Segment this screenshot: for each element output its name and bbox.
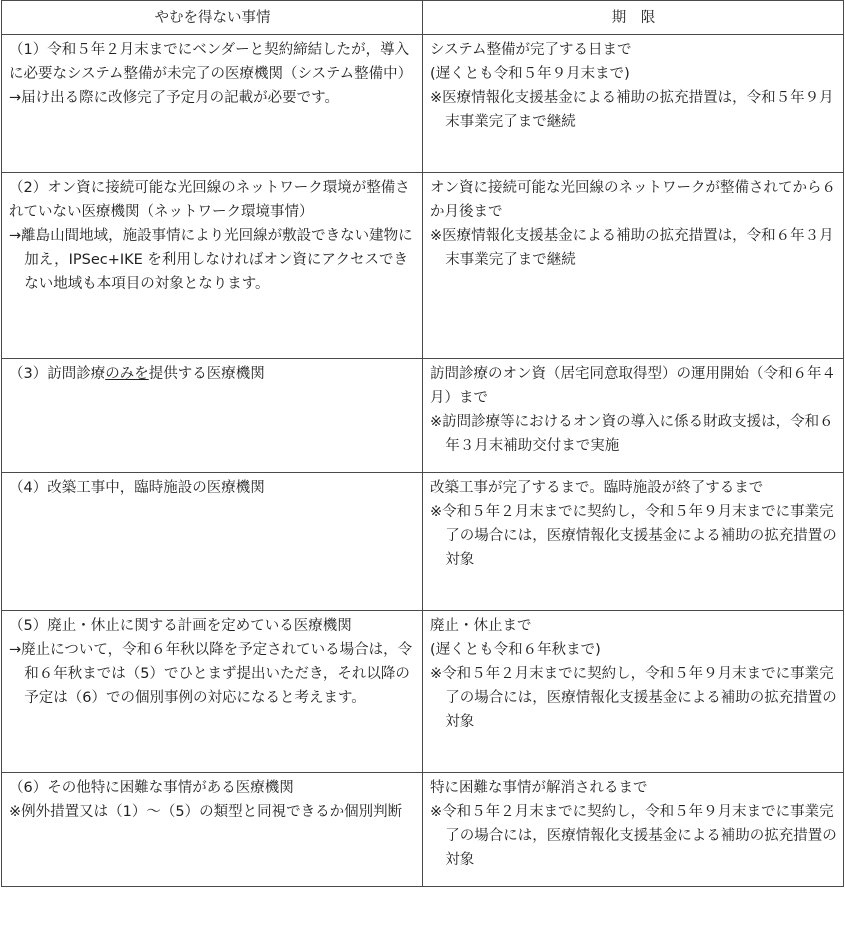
reason-title-post: 提供する医療機関 [148, 366, 265, 382]
deadline-sub: (遅くとも令和５年９月末まで) [430, 66, 630, 82]
reason-cell [2, 473, 423, 611]
deadline-cell [423, 173, 844, 359]
reason-title: （6）その他特に困難な事情がある医療機関 [9, 780, 294, 796]
deadline-sub: (遅くとも令和６年秋まで) [430, 642, 601, 658]
deadline-note: ※令和５年２月末までに契約し，令和５年９月末までに事業完了の場合には，医療情報化支援基金による補助の拡充措置の対象 [430, 804, 837, 868]
reason-title: （1）令和５年２月末までにベンダーと契約締結したが，導入に必要なシステム整備が未完了の医療機関（システム整備中） [9, 42, 413, 82]
reason-note: →離島山間地域，施設事情により光回線が敷設できない建物に加え，IPSec+IKE を利用しなければオン資にアクセスできない地域も本項目の対象となります。 [9, 228, 413, 292]
reason-cell [2, 773, 423, 887]
deadline-main: システム整備が完了する日まで [430, 42, 632, 58]
reason-title: （5）廃止・休止に関する計画を定めている医療機関 [9, 618, 352, 634]
deadline-note: ※医療情報化支援基金による補助の拡充措置は，令和５年９月末事業完了まで継続 [430, 90, 834, 130]
deadline-cell [423, 611, 844, 773]
reason-cell [2, 611, 423, 773]
exception-table [1, 0, 844, 887]
reason-title-pre: （3）訪問診療 [9, 366, 106, 382]
deadline-main: 廃止・休止まで [430, 618, 532, 634]
table-row [2, 473, 844, 611]
deadline-note: ※令和５年２月末までに契約し，令和５年９月末までに事業完了の場合には，医療情報化支援基金による補助の拡充措置の対象 [430, 504, 837, 568]
table-row [2, 173, 844, 359]
reason-note: →届け出る際に改修完了予定月の記載が必要です。 [9, 90, 339, 106]
deadline-cell [423, 35, 844, 173]
reason-note: ※例外措置又は（1）～（5）の類型と同視できるか個別判断 [9, 804, 403, 820]
deadline-note: ※令和５年２月末までに契約し，令和５年９月末までに事業完了の場合には，医療情報化支援基金による補助の拡充措置の対象 [430, 666, 837, 730]
deadline-main: 特に困難な事情が解消されるまで [430, 780, 648, 796]
deadline-note: ※訪問診療等におけるオン資の導入に係る財政支援は，令和６年３月末補助交付まで実施 [430, 414, 834, 454]
reason-cell [2, 35, 423, 173]
reason-title [9, 362, 416, 386]
reason-title: （4）改築工事中，臨時施設の医療機関 [9, 480, 265, 496]
deadline-cell [423, 473, 844, 611]
reason-cell [2, 173, 423, 359]
deadline-note: ※医療情報化支援基金による補助の拡充措置は，令和６年３月末事業完了まで継続 [430, 228, 834, 268]
table-row [2, 773, 844, 887]
deadline-main: 改築工事が完了するまで。臨時施設が終了するまで [430, 480, 764, 496]
reason-note: →廃止について，令和６年秋以降を予定されている場合は，令和６年秋までは（5）でひとまず提出いただき，それ以降の予定は（6）での個別事例の対応になると考えます。 [9, 642, 413, 706]
reason-title-underlined: のみを [105, 366, 149, 382]
deadline-cell [423, 359, 844, 473]
reason-cell [2, 359, 423, 473]
table-row [2, 611, 844, 773]
deadline-main: 訪問診療のオン資（居宅同意取得型）の運用開始（令和６年４月）まで [430, 366, 836, 406]
header-row [2, 1, 844, 35]
header-reason: やむを得ない事情 [2, 1, 423, 35]
table-row [2, 359, 844, 473]
deadline-cell [423, 773, 844, 887]
deadline-main: オン資に接続可能な光回線のネットワークが整備されてから６か月後まで [430, 180, 836, 220]
reason-title: （2）オン資に接続可能な光回線のネットワーク環境が整備されていない医療機関（ネットワーク環境事情） [9, 180, 410, 220]
header-deadline: 期 限 [423, 1, 844, 35]
table-row [2, 35, 844, 173]
